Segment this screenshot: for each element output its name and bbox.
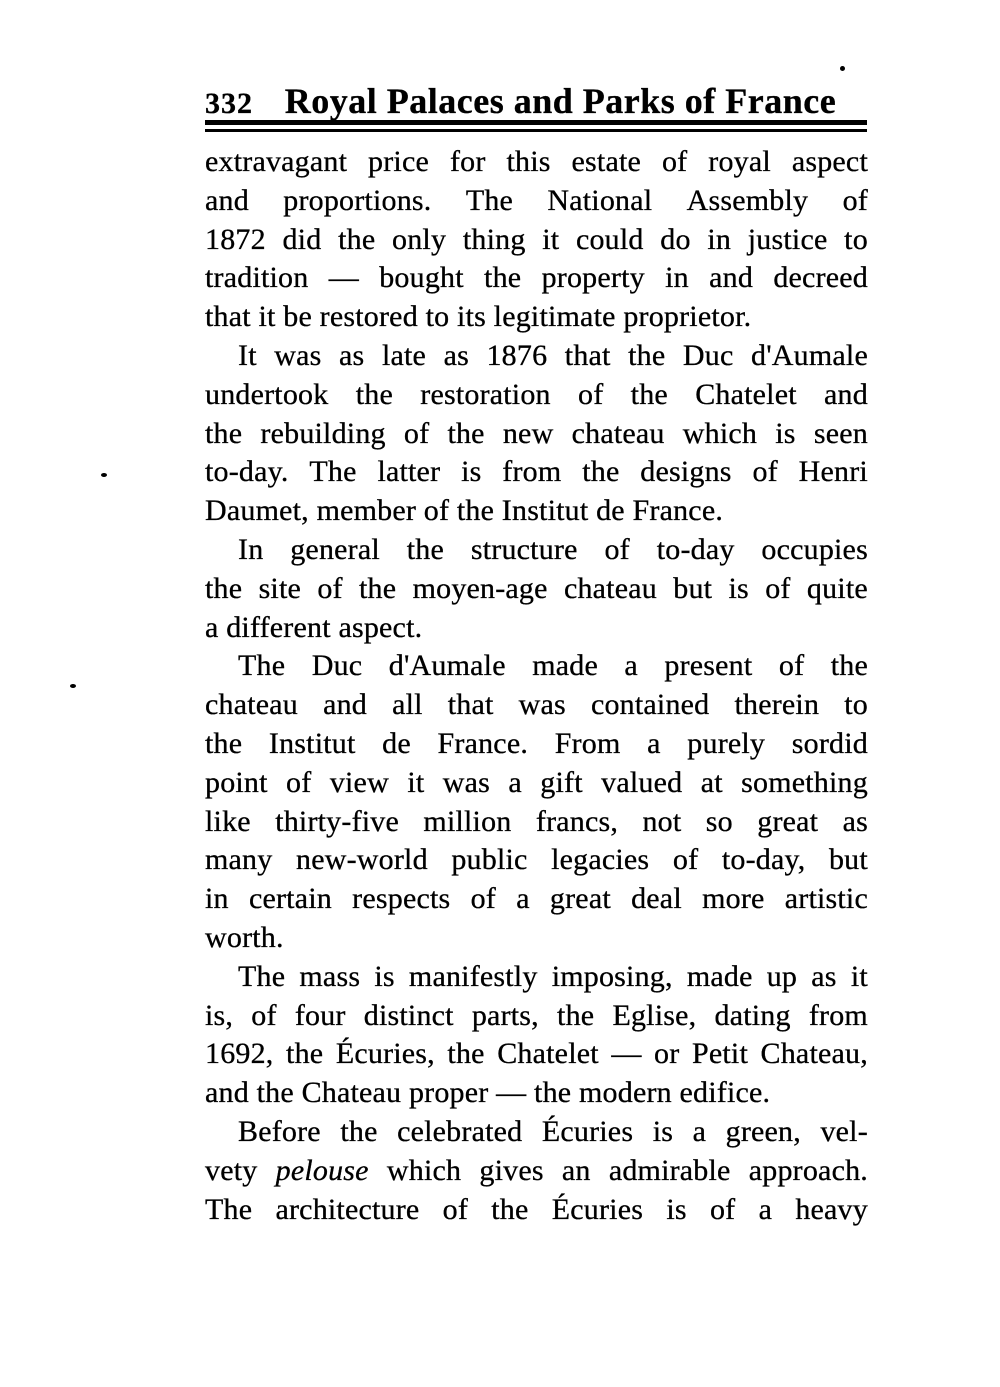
text-line [205, 880, 868, 919]
word: which [386, 1153, 462, 1187]
word: new [502, 416, 554, 450]
word: was [274, 338, 322, 372]
word: property [541, 261, 645, 295]
word: aspect [791, 145, 868, 178]
word: parts, [471, 998, 539, 1032]
word: The [309, 455, 357, 489]
word: respects [352, 882, 451, 916]
word: in [707, 222, 732, 256]
word: 1692, [205, 1037, 274, 1071]
word: occupies [761, 532, 868, 566]
word: France. [437, 726, 529, 760]
word: Écuries [551, 1192, 644, 1226]
word: thirty-five [275, 804, 400, 838]
word: new-world [296, 843, 428, 877]
word: could [575, 222, 644, 256]
text-line [205, 958, 868, 997]
word: designs [640, 455, 732, 489]
word: The [465, 183, 514, 217]
word: proportions. [283, 183, 432, 217]
text-segment: Daumet, member of the Institut de France. [205, 494, 724, 528]
text-line [205, 1113, 868, 1152]
word: tradition [205, 261, 309, 295]
word: this [506, 145, 551, 178]
text-segment: and the Chateau proper — the modern edifice. [205, 1076, 771, 1110]
word: The [238, 959, 286, 993]
word: the [557, 998, 595, 1032]
word: contained [590, 688, 710, 722]
word: a [692, 1114, 707, 1148]
word: of [470, 882, 496, 916]
text-line [205, 376, 868, 415]
text-line [205, 337, 868, 376]
word: the [286, 1037, 324, 1071]
word: chateau [563, 571, 657, 605]
text-segment: that it be restored to its legitimate proprietor. [205, 300, 752, 334]
word: in [205, 882, 229, 916]
page-number: 332 [205, 87, 253, 120]
word: mass [299, 959, 361, 993]
word: made [686, 959, 753, 993]
word: Duc [682, 338, 734, 372]
text-line [205, 182, 868, 221]
word: is, [205, 998, 234, 1032]
word: of [842, 183, 868, 217]
text-segment: a different aspect. [205, 610, 423, 644]
word: great [549, 882, 611, 916]
word: did [282, 222, 322, 256]
word: restoration [420, 377, 551, 411]
word: The [238, 649, 286, 683]
word: present [664, 649, 753, 683]
word: the [359, 571, 397, 605]
word: or [654, 1037, 680, 1071]
word: and [824, 377, 868, 411]
word: gives [479, 1153, 544, 1187]
word: of [709, 1192, 736, 1226]
word: at [700, 765, 723, 799]
word: to [844, 222, 868, 256]
word: structure [470, 532, 578, 566]
word: like [205, 804, 251, 838]
word: as [339, 338, 365, 372]
word: it [850, 959, 868, 993]
text-line [205, 1035, 868, 1074]
text-line [205, 143, 868, 182]
word: to [844, 688, 868, 722]
word: an [561, 1153, 591, 1187]
word: of [752, 455, 778, 489]
word: architecture [275, 1192, 420, 1226]
word: in [665, 261, 689, 295]
word: moyen-age [412, 571, 548, 605]
word: only [392, 222, 447, 256]
word: Before [238, 1114, 321, 1148]
word: made [532, 649, 598, 683]
word: is [775, 416, 796, 450]
word: as [811, 959, 837, 993]
word: the [447, 416, 485, 450]
text-segment: worth. [205, 920, 284, 954]
word: In [238, 532, 264, 566]
word: heavy [795, 1192, 868, 1226]
word: justice [747, 222, 828, 256]
text-line [205, 919, 868, 958]
word: was [518, 688, 566, 722]
word: dating [714, 998, 791, 1032]
word: purely [687, 726, 766, 760]
word: the [205, 571, 243, 605]
word: sordid [791, 726, 868, 760]
word: admirable [608, 1153, 731, 1187]
text-line [205, 609, 868, 648]
word: National [547, 183, 653, 217]
word: of [403, 416, 430, 450]
word: general [290, 532, 380, 566]
word: many [205, 843, 273, 877]
word: from [808, 998, 868, 1032]
word: de [382, 726, 411, 760]
word: Assembly [686, 183, 809, 217]
word: public [451, 843, 528, 877]
word: — [328, 261, 359, 295]
word: The [205, 1192, 253, 1226]
text-line [205, 841, 868, 880]
word: it [407, 765, 425, 799]
text-line [205, 492, 868, 531]
word: is [666, 1192, 687, 1226]
word: and [709, 261, 754, 295]
word: distinct [363, 998, 454, 1032]
word: extravagant [205, 145, 348, 178]
header-double-rule [205, 120, 867, 132]
text-line [205, 221, 868, 260]
word: a [624, 649, 638, 683]
word: a [508, 765, 522, 799]
word: francs, [535, 804, 619, 838]
word: the [340, 1114, 378, 1148]
text-line [205, 453, 868, 492]
word: is [374, 959, 395, 993]
word: of [765, 571, 791, 605]
word: It [238, 338, 257, 372]
word: d'Aumale [388, 649, 506, 683]
word: manifestly [408, 959, 538, 993]
ink-speck [70, 684, 76, 688]
word: that [564, 338, 611, 372]
text-line [205, 647, 868, 686]
word: point [205, 765, 268, 799]
word: green, [725, 1114, 801, 1148]
word: and [205, 183, 249, 217]
word: it [542, 222, 560, 256]
text-line [205, 997, 868, 1036]
word: of [578, 377, 604, 411]
word: From [554, 726, 621, 760]
word: valued [601, 765, 683, 799]
text-line [205, 1074, 868, 1113]
word: million [423, 804, 512, 838]
word: was [442, 765, 491, 799]
word: artistic [784, 882, 868, 916]
word: the [205, 416, 243, 450]
word: view [329, 765, 389, 799]
word: the [338, 222, 376, 256]
word: decreed [773, 261, 868, 295]
word: great [757, 804, 819, 838]
word: of [317, 571, 343, 605]
word: vety [205, 1153, 258, 1187]
word: royal [708, 145, 771, 178]
word: the [491, 1192, 529, 1226]
word: to-day. [205, 455, 289, 489]
ink-speck [840, 66, 845, 71]
word: of [251, 998, 277, 1032]
word: a [758, 1192, 773, 1226]
word: the [582, 455, 620, 489]
word: seen [813, 416, 868, 450]
word: of [661, 145, 688, 178]
word: Chatelet [695, 377, 797, 411]
word: do [660, 222, 691, 256]
text-line [205, 1152, 868, 1191]
word: gift [540, 765, 583, 799]
word: from [502, 455, 562, 489]
text-line [205, 1191, 868, 1230]
ink-speck [101, 473, 107, 477]
text-line [205, 415, 868, 454]
page-body [205, 143, 868, 1229]
word: to-day [656, 532, 735, 566]
word: up [766, 959, 798, 993]
word: four [294, 998, 346, 1032]
word: and [323, 688, 367, 722]
word: celebrated [397, 1114, 523, 1148]
word: chateau [571, 416, 665, 450]
word: price [368, 145, 430, 178]
word: as [842, 804, 868, 838]
running-header-title: Royal Palaces and Parks of France [284, 81, 837, 121]
word: — [611, 1037, 642, 1071]
word: of [286, 765, 312, 799]
word: the [630, 377, 668, 411]
word: the [484, 261, 522, 295]
word: undertook [205, 377, 329, 411]
word: d'Aumale [751, 338, 868, 372]
word: the [205, 726, 243, 760]
word: of [672, 843, 699, 877]
word: site [258, 571, 302, 605]
word: of [442, 1192, 469, 1226]
word: of [604, 532, 630, 566]
word: deal [631, 882, 682, 916]
word: a [647, 726, 661, 760]
word: the [355, 377, 393, 411]
word: 1876 [486, 338, 548, 372]
word: the [628, 338, 666, 372]
word: that [447, 688, 494, 722]
word: for [449, 145, 486, 178]
word: Institut [268, 726, 356, 760]
word: Petit [691, 1037, 748, 1071]
word: all [392, 688, 423, 722]
word: Duc [311, 649, 363, 683]
word: is [652, 1114, 674, 1148]
word: of [778, 649, 805, 683]
word: the [406, 532, 445, 566]
word: which [682, 416, 758, 450]
word: Chatelet [497, 1037, 599, 1071]
word: certain [248, 882, 332, 916]
word: chateau [205, 688, 298, 722]
word: thing [462, 222, 526, 256]
text-line [205, 531, 868, 570]
word: Écuries, [335, 1037, 435, 1071]
text-line [205, 570, 868, 609]
word: quite [806, 571, 868, 605]
word: is [728, 571, 749, 605]
word: imposing, [551, 959, 673, 993]
text-line [205, 725, 868, 764]
word: estate [571, 145, 642, 178]
word: pelouse [275, 1153, 369, 1187]
text-line [205, 803, 868, 842]
word: the [830, 649, 868, 683]
word: more [702, 882, 765, 916]
word: latter [377, 455, 441, 489]
word: legacies [551, 843, 650, 877]
word: a [516, 882, 530, 916]
word: bought [379, 261, 464, 295]
word: vel- [820, 1114, 868, 1148]
running-header [205, 80, 868, 122]
word: Eglise, [612, 998, 697, 1032]
word: but [673, 571, 713, 605]
word: is [461, 455, 482, 489]
text-line [205, 298, 868, 337]
word: 1872 [205, 222, 266, 256]
word: not [642, 804, 682, 838]
text-line [205, 764, 868, 803]
word: late [381, 338, 427, 372]
word: rebuilding [260, 416, 386, 450]
text-line [205, 686, 868, 725]
word: Chateau, [760, 1037, 868, 1071]
word: approach. [748, 1153, 868, 1187]
word: therein [734, 688, 820, 722]
word: as [443, 338, 469, 372]
word: so [705, 804, 733, 838]
word: Écuries [541, 1114, 634, 1148]
word: but [828, 843, 868, 877]
word: the [447, 1037, 485, 1071]
word: something [741, 765, 868, 799]
word: to-day, [721, 843, 806, 877]
word: Henri [798, 455, 868, 489]
text-line [205, 259, 868, 298]
